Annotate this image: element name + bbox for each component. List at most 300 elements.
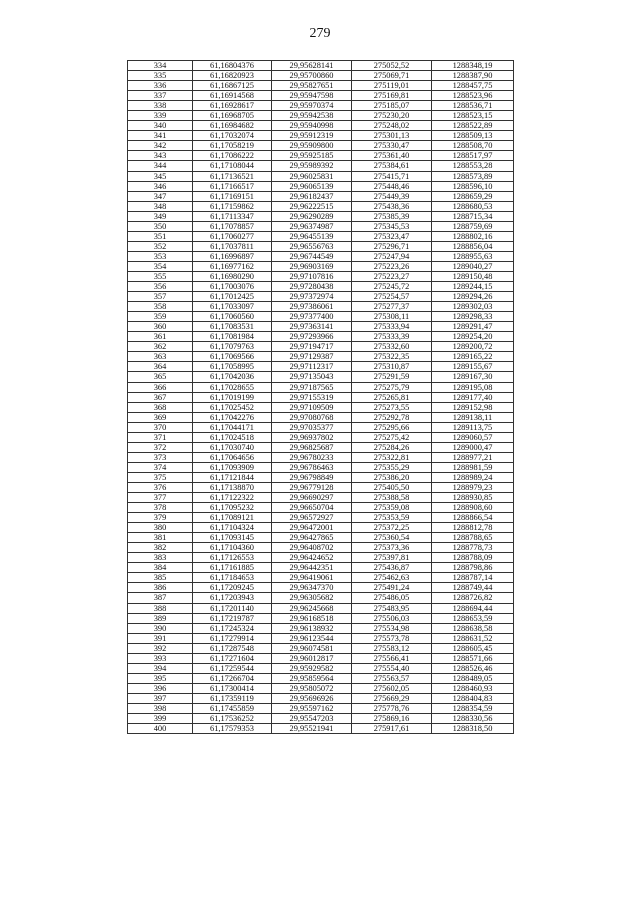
- x-coordinate-cell: 275330,47: [352, 141, 432, 151]
- point-number-cell: 379: [128, 513, 193, 523]
- longitude-cell: 29,96556763: [272, 241, 352, 251]
- longitude-cell: 29,95947598: [272, 91, 352, 101]
- table-row: [128, 623, 514, 633]
- longitude-cell: 29,95909800: [272, 141, 352, 151]
- longitude-cell: 29,96025831: [272, 171, 352, 181]
- latitude-cell: 61,17078857: [193, 221, 272, 231]
- point-number-cell: 356: [128, 282, 193, 292]
- x-coordinate-cell: 275275,79: [352, 382, 432, 392]
- longitude-cell: 29,96572927: [272, 513, 352, 523]
- latitude-cell: 61,17359119: [193, 693, 272, 703]
- latitude-cell: 61,17259544: [193, 663, 272, 673]
- latitude-cell: 61,16996897: [193, 251, 272, 261]
- table-row: [128, 251, 514, 261]
- x-coordinate-cell: 275245,72: [352, 282, 432, 292]
- y-coordinate-cell: 1288955,63: [432, 251, 514, 261]
- x-coordinate-cell: 275185,07: [352, 101, 432, 111]
- point-number-cell: 392: [128, 643, 193, 653]
- latitude-cell: 61,16928617: [193, 101, 272, 111]
- y-coordinate-cell: 1288726,82: [432, 593, 514, 603]
- point-number-cell: 354: [128, 261, 193, 271]
- y-coordinate-cell: 1288778,73: [432, 543, 514, 553]
- x-coordinate-cell: 275669,29: [352, 693, 432, 703]
- x-coordinate-cell: 275583,12: [352, 643, 432, 653]
- y-coordinate-cell: 1288788,65: [432, 533, 514, 543]
- coordinates-table: [127, 60, 514, 734]
- y-coordinate-cell: 1289165,22: [432, 352, 514, 362]
- x-coordinate-cell: 275223,27: [352, 271, 432, 281]
- x-coordinate-cell: 275332,60: [352, 342, 432, 352]
- y-coordinate-cell: 1288526,46: [432, 663, 514, 673]
- y-coordinate-cell: 1288812,78: [432, 523, 514, 533]
- table-row: [128, 583, 514, 593]
- point-number-cell: 338: [128, 101, 193, 111]
- longitude-cell: 29,97035377: [272, 422, 352, 432]
- x-coordinate-cell: 275778,76: [352, 704, 432, 714]
- table-row: [128, 312, 514, 322]
- table-row: [128, 282, 514, 292]
- table-row: [128, 603, 514, 613]
- table-row: [128, 201, 514, 211]
- longitude-cell: 29,96903169: [272, 261, 352, 271]
- longitude-cell: 29,95929582: [272, 663, 352, 673]
- table-row: [128, 533, 514, 543]
- point-number-cell: 345: [128, 171, 193, 181]
- y-coordinate-cell: 1288596,10: [432, 181, 514, 191]
- point-number-cell: 350: [128, 221, 193, 231]
- x-coordinate-cell: 275052,52: [352, 61, 432, 71]
- table-row: [128, 101, 514, 111]
- y-coordinate-cell: 1288318,50: [432, 724, 514, 734]
- latitude-cell: 61,16984682: [193, 121, 272, 131]
- latitude-cell: 61,17455859: [193, 704, 272, 714]
- x-coordinate-cell: 275284,26: [352, 442, 432, 452]
- latitude-cell: 61,17113347: [193, 211, 272, 221]
- x-coordinate-cell: 275373,36: [352, 543, 432, 553]
- point-number-cell: 378: [128, 503, 193, 513]
- point-number-cell: 384: [128, 563, 193, 573]
- point-number-cell: 394: [128, 663, 193, 673]
- x-coordinate-cell: 275291,59: [352, 372, 432, 382]
- latitude-cell: 61,17209245: [193, 583, 272, 593]
- latitude-cell: 61,17169151: [193, 191, 272, 201]
- x-coordinate-cell: 275169,81: [352, 91, 432, 101]
- table-row: [128, 493, 514, 503]
- longitude-cell: 29,95827651: [272, 81, 352, 91]
- x-coordinate-cell: 275301,13: [352, 131, 432, 141]
- table-row: [128, 553, 514, 563]
- x-coordinate-cell: 275310,87: [352, 362, 432, 372]
- y-coordinate-cell: 1288573,89: [432, 171, 514, 181]
- point-number-cell: 395: [128, 673, 193, 683]
- x-coordinate-cell: 275573,78: [352, 633, 432, 643]
- point-number-cell: 336: [128, 81, 193, 91]
- y-coordinate-cell: 1288330,56: [432, 714, 514, 724]
- latitude-cell: 61,17093145: [193, 533, 272, 543]
- y-coordinate-cell: 1288348,19: [432, 61, 514, 71]
- table-row: [128, 663, 514, 673]
- y-coordinate-cell: 1288979,23: [432, 482, 514, 492]
- latitude-cell: 61,17083531: [193, 322, 272, 332]
- point-number-cell: 366: [128, 382, 193, 392]
- table-row: [128, 131, 514, 141]
- latitude-cell: 61,17019199: [193, 392, 272, 402]
- y-coordinate-cell: 1289152,98: [432, 402, 514, 412]
- longitude-cell: 29,97135043: [272, 372, 352, 382]
- latitude-cell: 61,17093909: [193, 462, 272, 472]
- x-coordinate-cell: 275296,71: [352, 241, 432, 251]
- y-coordinate-cell: 1288460,93: [432, 683, 514, 693]
- longitude-cell: 29,96455139: [272, 231, 352, 241]
- point-number-cell: 383: [128, 553, 193, 563]
- table-row: [128, 362, 514, 372]
- table-row: [128, 81, 514, 91]
- y-coordinate-cell: 1288659,29: [432, 191, 514, 201]
- longitude-cell: 29,96424652: [272, 553, 352, 563]
- y-coordinate-cell: 1288404,83: [432, 693, 514, 703]
- table-row: [128, 121, 514, 131]
- longitude-cell: 29,96347370: [272, 583, 352, 593]
- latitude-cell: 61,17069566: [193, 352, 272, 362]
- point-number-cell: 381: [128, 533, 193, 543]
- latitude-cell: 61,17203943: [193, 593, 272, 603]
- latitude-cell: 61,17032074: [193, 131, 272, 141]
- x-coordinate-cell: 275322,35: [352, 352, 432, 362]
- point-number-cell: 368: [128, 402, 193, 412]
- table-row: [128, 472, 514, 482]
- y-coordinate-cell: 1289298,33: [432, 312, 514, 322]
- x-coordinate-cell: 275275,42: [352, 432, 432, 442]
- point-number-cell: 388: [128, 603, 193, 613]
- longitude-cell: 29,97187565: [272, 382, 352, 392]
- point-number-cell: 371: [128, 432, 193, 442]
- latitude-cell: 61,17030740: [193, 442, 272, 452]
- table-row: [128, 111, 514, 121]
- table-row: [128, 171, 514, 181]
- latitude-cell: 61,17079763: [193, 342, 272, 352]
- x-coordinate-cell: 275345,53: [352, 221, 432, 231]
- y-coordinate-cell: 1288759,69: [432, 221, 514, 231]
- longitude-cell: 29,95989392: [272, 161, 352, 171]
- table-row: [128, 221, 514, 231]
- y-coordinate-cell: 1288715,34: [432, 211, 514, 221]
- point-number-cell: 343: [128, 151, 193, 161]
- point-number-cell: 370: [128, 422, 193, 432]
- y-coordinate-cell: 1289150,48: [432, 271, 514, 281]
- table-row: [128, 412, 514, 422]
- point-number-cell: 349: [128, 211, 193, 221]
- point-number-cell: 396: [128, 683, 193, 693]
- point-number-cell: 347: [128, 191, 193, 201]
- longitude-cell: 29,96427865: [272, 533, 352, 543]
- x-coordinate-cell: 275385,39: [352, 211, 432, 221]
- y-coordinate-cell: 1288354,59: [432, 704, 514, 714]
- x-coordinate-cell: 275566,41: [352, 653, 432, 663]
- latitude-cell: 61,17245324: [193, 623, 272, 633]
- point-number-cell: 386: [128, 583, 193, 593]
- y-coordinate-cell: 1288798,86: [432, 563, 514, 573]
- latitude-cell: 61,17025452: [193, 402, 272, 412]
- longitude-cell: 29,96798849: [272, 472, 352, 482]
- point-number-cell: 335: [128, 71, 193, 81]
- point-number-cell: 342: [128, 141, 193, 151]
- y-coordinate-cell: 1288517,97: [432, 151, 514, 161]
- latitude-cell: 61,17300414: [193, 683, 272, 693]
- y-coordinate-cell: 1288638,58: [432, 623, 514, 633]
- point-number-cell: 334: [128, 61, 193, 71]
- y-coordinate-cell: 1289294,26: [432, 292, 514, 302]
- y-coordinate-cell: 1288605,45: [432, 643, 514, 653]
- y-coordinate-cell: 1288553,28: [432, 161, 514, 171]
- x-coordinate-cell: 275869,16: [352, 714, 432, 724]
- point-number-cell: 363: [128, 352, 193, 362]
- latitude-cell: 61,17064656: [193, 452, 272, 462]
- point-number-cell: 358: [128, 302, 193, 312]
- latitude-cell: 61,16804376: [193, 61, 272, 71]
- longitude-cell: 29,96074581: [272, 643, 352, 653]
- x-coordinate-cell: 275273,55: [352, 402, 432, 412]
- point-number-cell: 337: [128, 91, 193, 101]
- table-row: [128, 402, 514, 412]
- table-row: [128, 392, 514, 402]
- latitude-cell: 61,17033097: [193, 302, 272, 312]
- point-number-cell: 376: [128, 482, 193, 492]
- point-number-cell: 365: [128, 372, 193, 382]
- x-coordinate-cell: 275323,47: [352, 231, 432, 241]
- point-number-cell: 359: [128, 312, 193, 322]
- table-row: [128, 191, 514, 201]
- point-number-cell: 375: [128, 472, 193, 482]
- y-coordinate-cell: 1289195,08: [432, 382, 514, 392]
- longitude-cell: 29,97293966: [272, 332, 352, 342]
- y-coordinate-cell: 1288866,54: [432, 513, 514, 523]
- y-coordinate-cell: 1288749,44: [432, 583, 514, 593]
- point-number-cell: 362: [128, 342, 193, 352]
- x-coordinate-cell: 275486,05: [352, 593, 432, 603]
- point-number-cell: 361: [128, 332, 193, 342]
- table-row: [128, 593, 514, 603]
- x-coordinate-cell: 275448,46: [352, 181, 432, 191]
- y-coordinate-cell: 1289244,15: [432, 282, 514, 292]
- longitude-cell: 29,97194717: [272, 342, 352, 352]
- point-number-cell: 340: [128, 121, 193, 131]
- point-number-cell: 399: [128, 714, 193, 724]
- table-row: [128, 211, 514, 221]
- point-number-cell: 389: [128, 613, 193, 623]
- latitude-cell: 61,16867125: [193, 81, 272, 91]
- table-row: [128, 613, 514, 623]
- y-coordinate-cell: 1288387,90: [432, 71, 514, 81]
- y-coordinate-cell: 1289155,67: [432, 362, 514, 372]
- x-coordinate-cell: 275491,24: [352, 583, 432, 593]
- y-coordinate-cell: 1288508,70: [432, 141, 514, 151]
- latitude-cell: 61,17012425: [193, 292, 272, 302]
- x-coordinate-cell: 275308,11: [352, 312, 432, 322]
- x-coordinate-cell: 275355,29: [352, 462, 432, 472]
- x-coordinate-cell: 275248,02: [352, 121, 432, 131]
- y-coordinate-cell: 1288989,24: [432, 472, 514, 482]
- point-number-cell: 339: [128, 111, 193, 121]
- point-number-cell: 391: [128, 633, 193, 643]
- point-number-cell: 360: [128, 322, 193, 332]
- latitude-cell: 61,17003076: [193, 282, 272, 292]
- y-coordinate-cell: 1289254,20: [432, 332, 514, 342]
- y-coordinate-cell: 1288489,05: [432, 673, 514, 683]
- point-number-cell: 397: [128, 693, 193, 703]
- table-row: [128, 332, 514, 342]
- latitude-cell: 61,16980290: [193, 271, 272, 281]
- y-coordinate-cell: 1288802,16: [432, 231, 514, 241]
- longitude-cell: 29,97109509: [272, 402, 352, 412]
- latitude-cell: 61,17266704: [193, 673, 272, 683]
- longitude-cell: 29,96472001: [272, 523, 352, 533]
- point-number-cell: 400: [128, 724, 193, 734]
- y-coordinate-cell: 1288981,59: [432, 462, 514, 472]
- x-coordinate-cell: 275386,20: [352, 472, 432, 482]
- table-row: [128, 633, 514, 643]
- longitude-cell: 29,96290289: [272, 211, 352, 221]
- longitude-cell: 29,95628141: [272, 61, 352, 71]
- latitude-cell: 61,17166517: [193, 181, 272, 191]
- y-coordinate-cell: 1289291,47: [432, 322, 514, 332]
- longitude-cell: 29,96305682: [272, 593, 352, 603]
- table-row: [128, 151, 514, 161]
- point-number-cell: 352: [128, 241, 193, 251]
- latitude-cell: 61,17037811: [193, 241, 272, 251]
- longitude-cell: 29,96419061: [272, 573, 352, 583]
- longitude-cell: 29,97080768: [272, 412, 352, 422]
- y-coordinate-cell: 1288509,13: [432, 131, 514, 141]
- table-row: [128, 543, 514, 553]
- longitude-cell: 29,95521941: [272, 724, 352, 734]
- x-coordinate-cell: 275415,71: [352, 171, 432, 181]
- y-coordinate-cell: 1288908,60: [432, 503, 514, 513]
- longitude-cell: 29,96012817: [272, 653, 352, 663]
- x-coordinate-cell: 275353,59: [352, 513, 432, 523]
- y-coordinate-cell: 1288694,44: [432, 603, 514, 613]
- x-coordinate-cell: 275230,20: [352, 111, 432, 121]
- latitude-cell: 61,17138870: [193, 482, 272, 492]
- longitude-cell: 29,95547203: [272, 714, 352, 724]
- point-number-cell: 374: [128, 462, 193, 472]
- longitude-cell: 29,95696926: [272, 693, 352, 703]
- longitude-cell: 29,96182437: [272, 191, 352, 201]
- point-number-cell: 355: [128, 271, 193, 281]
- table-row: [128, 352, 514, 362]
- point-number-cell: 380: [128, 523, 193, 533]
- x-coordinate-cell: 275254,57: [352, 292, 432, 302]
- point-number-cell: 387: [128, 593, 193, 603]
- y-coordinate-cell: 1288523,15: [432, 111, 514, 121]
- x-coordinate-cell: 275322,81: [352, 452, 432, 462]
- point-number-cell: 373: [128, 452, 193, 462]
- longitude-cell: 29,95925185: [272, 151, 352, 161]
- x-coordinate-cell: 275563,57: [352, 673, 432, 683]
- longitude-cell: 29,96744549: [272, 251, 352, 261]
- latitude-cell: 61,17184653: [193, 573, 272, 583]
- longitude-cell: 29,97386061: [272, 302, 352, 312]
- longitude-cell: 29,97129387: [272, 352, 352, 362]
- longitude-cell: 29,95805072: [272, 683, 352, 693]
- point-number-cell: 348: [128, 201, 193, 211]
- point-number-cell: 344: [128, 161, 193, 171]
- y-coordinate-cell: 1288536,71: [432, 101, 514, 111]
- latitude-cell: 61,17081984: [193, 332, 272, 342]
- latitude-cell: 61,17086222: [193, 151, 272, 161]
- point-number-cell: 382: [128, 543, 193, 553]
- table-row: [128, 292, 514, 302]
- latitude-cell: 61,17024518: [193, 432, 272, 442]
- y-coordinate-cell: 1288522,89: [432, 121, 514, 131]
- longitude-cell: 29,97280438: [272, 282, 352, 292]
- latitude-cell: 61,17104360: [193, 543, 272, 553]
- latitude-cell: 61,17536252: [193, 714, 272, 724]
- y-coordinate-cell: 1288680,53: [432, 201, 514, 211]
- latitude-cell: 61,17287548: [193, 643, 272, 653]
- y-coordinate-cell: 1288631,52: [432, 633, 514, 643]
- latitude-cell: 61,17042276: [193, 412, 272, 422]
- longitude-cell: 29,96442351: [272, 563, 352, 573]
- table-row: [128, 261, 514, 271]
- longitude-cell: 29,97155319: [272, 392, 352, 402]
- table-row: [128, 271, 514, 281]
- longitude-cell: 29,95970374: [272, 101, 352, 111]
- longitude-cell: 29,95912319: [272, 131, 352, 141]
- longitude-cell: 29,96168518: [272, 613, 352, 623]
- latitude-cell: 61,17060277: [193, 231, 272, 241]
- y-coordinate-cell: 1289167,30: [432, 372, 514, 382]
- table-row: [128, 693, 514, 703]
- x-coordinate-cell: 275917,61: [352, 724, 432, 734]
- longitude-cell: 29,95700860: [272, 71, 352, 81]
- table-row: [128, 91, 514, 101]
- latitude-cell: 61,17095232: [193, 503, 272, 513]
- latitude-cell: 61,17159862: [193, 201, 272, 211]
- latitude-cell: 61,16977162: [193, 261, 272, 271]
- x-coordinate-cell: 275265,81: [352, 392, 432, 402]
- longitude-cell: 29,96780233: [272, 452, 352, 462]
- longitude-cell: 29,96138932: [272, 623, 352, 633]
- latitude-cell: 61,17579353: [193, 724, 272, 734]
- x-coordinate-cell: 275359,08: [352, 503, 432, 513]
- longitude-cell: 29,95859564: [272, 673, 352, 683]
- latitude-cell: 61,17044171: [193, 422, 272, 432]
- table-row: [128, 563, 514, 573]
- x-coordinate-cell: 275554,40: [352, 663, 432, 673]
- latitude-cell: 61,17108044: [193, 161, 272, 171]
- latitude-cell: 61,17028655: [193, 382, 272, 392]
- point-number-cell: 357: [128, 292, 193, 302]
- table-row: [128, 724, 514, 734]
- longitude-cell: 29,96222515: [272, 201, 352, 211]
- latitude-cell: 61,17201140: [193, 603, 272, 613]
- longitude-cell: 29,96779128: [272, 482, 352, 492]
- longitude-cell: 29,96408702: [272, 543, 352, 553]
- point-number-cell: 346: [128, 181, 193, 191]
- table-row: [128, 181, 514, 191]
- x-coordinate-cell: 275277,37: [352, 302, 432, 312]
- y-coordinate-cell: 1289177,40: [432, 392, 514, 402]
- table-row: [128, 573, 514, 583]
- x-coordinate-cell: 275506,03: [352, 613, 432, 623]
- table-row: [128, 322, 514, 332]
- longitude-cell: 29,97372974: [272, 292, 352, 302]
- table-row: [128, 704, 514, 714]
- x-coordinate-cell: 275360,54: [352, 533, 432, 543]
- y-coordinate-cell: 1288787,14: [432, 573, 514, 583]
- point-number-cell: 398: [128, 704, 193, 714]
- table-row: [128, 302, 514, 312]
